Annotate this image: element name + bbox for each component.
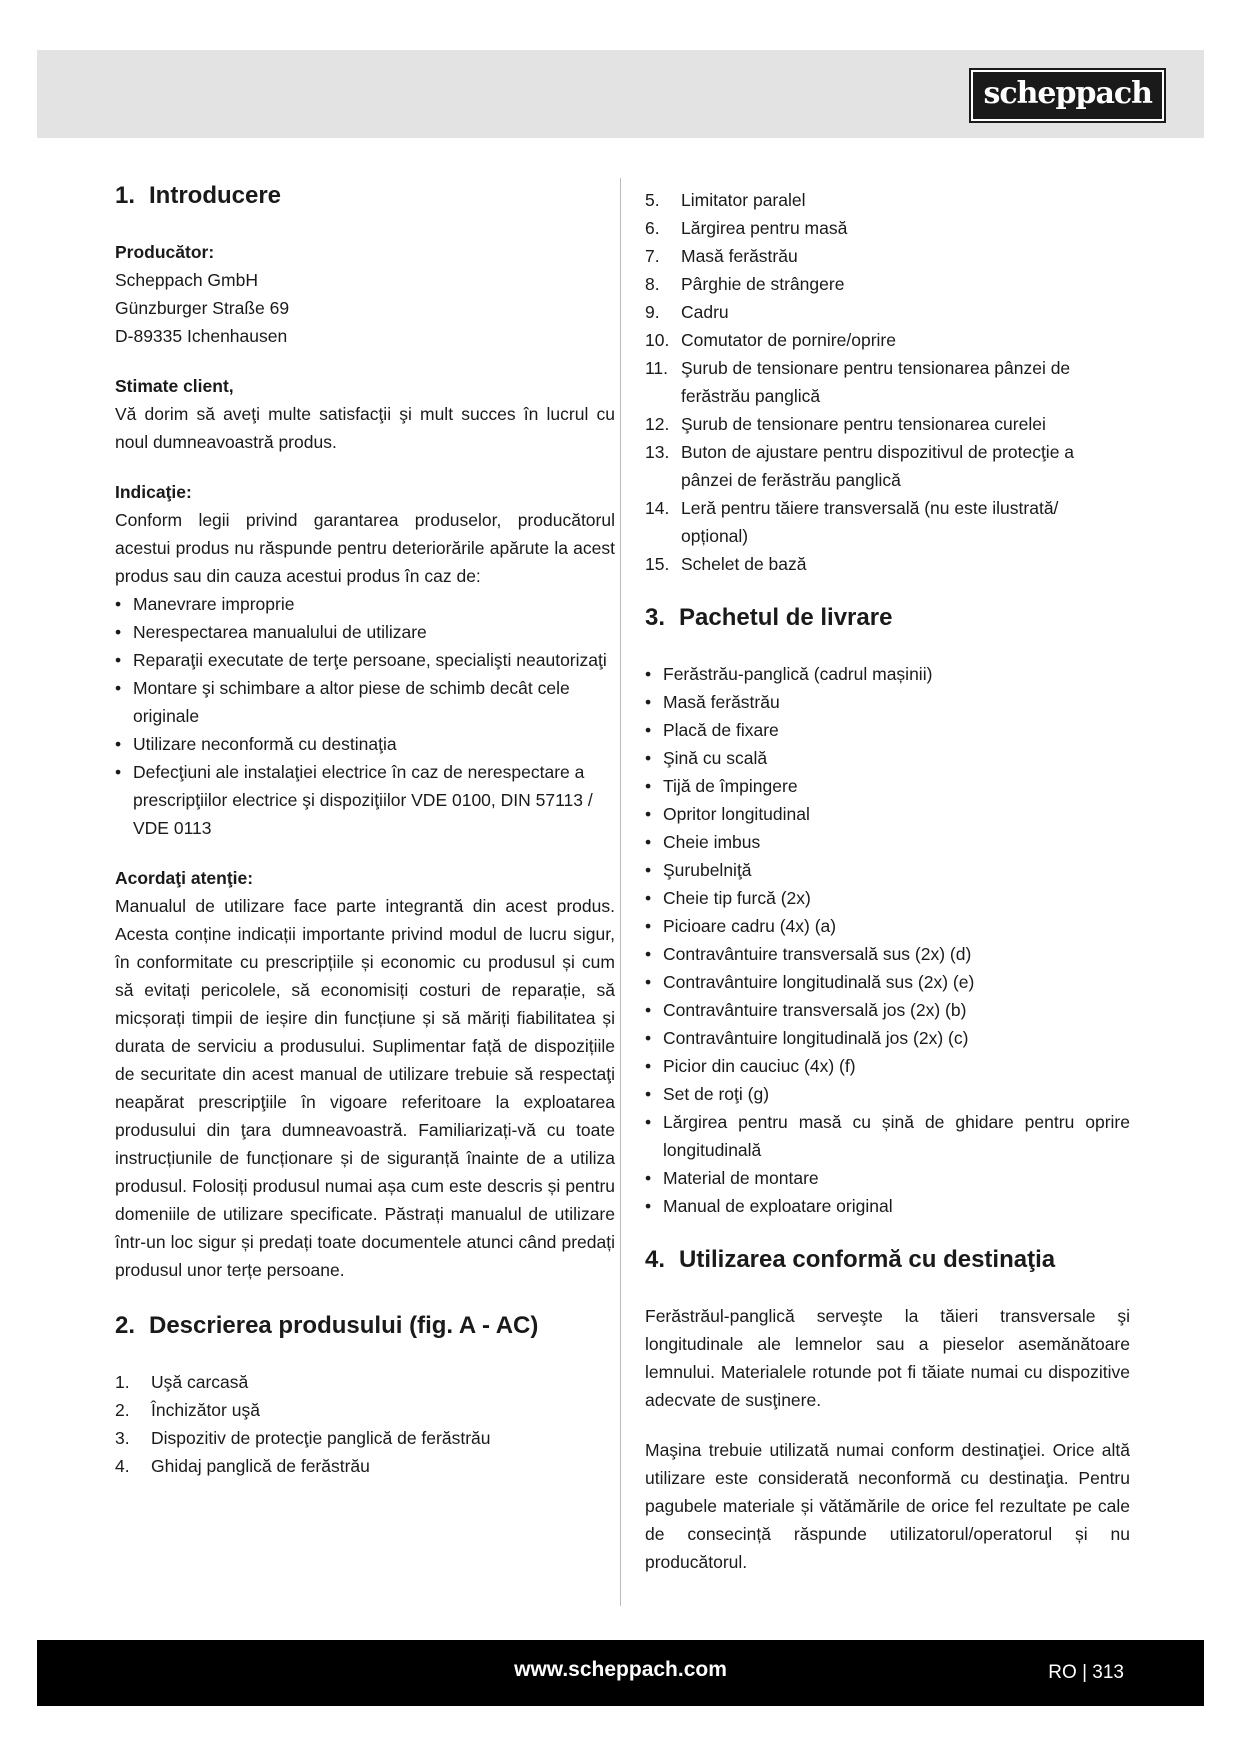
list-item: • Montare şi schimbare a altor piese de schimb decât cele originale (115, 674, 615, 730)
column-divider (620, 178, 621, 1606)
list-item: • Placă de fixare (645, 716, 1130, 744)
list-item: • Set de roţi (g) (645, 1080, 1130, 1108)
greeting-label: Stimate client, (115, 376, 234, 396)
attention-label: Acordaţi atenţie: (115, 868, 254, 888)
list-item: 3. Dispozitiv de protecţie panglică de ferăstrău (115, 1428, 491, 1448)
list-item: 2. Închizător uşă (115, 1400, 260, 1420)
section-1-heading: 1. Introducere (115, 182, 282, 209)
page-header (37, 50, 1204, 138)
list-item: • Contravântuire transversală jos (2x) (b) (645, 996, 1130, 1024)
delivery-list (645, 660, 1130, 1220)
right-column (645, 186, 1130, 1576)
list-item: 14. Leră pentru tăiere transversală (nu este ilustrată/ opțional) (645, 498, 1059, 546)
list-item: • Şină cu scală (645, 744, 1130, 772)
manufacturer-line: D-89335 Ichenhausen (115, 326, 288, 346)
list-item: 4. Ghidaj panglică de ferăstrău (115, 1456, 370, 1476)
list-item: 7. Masă ferăstrău (645, 246, 798, 266)
greeting-text: Vă dorim să aveţi multe satisfacţii şi mult succes în lucrul cu noul dumneavoastră produs. (115, 404, 615, 452)
list-item: • Cheie tip furcă (2x) (645, 884, 1130, 912)
list-item: • Reparaţii executate de terţe persoane, specialişti neautorizaţi (115, 646, 615, 674)
list-item: • Şurubelniţă (645, 856, 1130, 884)
list-item: • Ferăstrău-panglică (cadrul mașinii) (645, 660, 1130, 688)
product-parts-list (115, 1368, 615, 1480)
list-item: • Material de montare (645, 1164, 1130, 1192)
section-4-heading: 4. Utilizarea conformă cu destinaţia (645, 1246, 1056, 1273)
list-item: • Lărgirea pentru masă cu șină de ghidare pentru oprire longitudinală (645, 1108, 1130, 1164)
scheppach-logo: scheppach (971, 70, 1164, 121)
list-item: 8. Pârghie de strângere (645, 274, 845, 294)
list-item: 12. Şurub de tensionare pentru tensionarea curelei (645, 414, 1046, 434)
note-label: Indicaţie: (115, 482, 192, 502)
list-item: • Contravântuire longitudinală sus (2x) (e) (645, 968, 1130, 996)
manufacturer-line: Scheppach GmbH (115, 270, 258, 290)
list-item: • Tijă de împingere (645, 772, 1130, 800)
product-parts-list-continued (645, 186, 1130, 578)
list-item: 10. Comutator de pornire/oprire (645, 330, 896, 350)
section-3-heading: 3. Pachetul de livrare (645, 604, 893, 631)
list-item: 9. Cadru (645, 302, 729, 322)
list-item: • Utilizare neconformă cu destinaţia (115, 730, 615, 758)
website-link[interactable]: www.scheppach.com (514, 1658, 727, 1681)
list-item: • Nerespectarea manualului de utilizare (115, 618, 615, 646)
list-item: 11. Şurub de tensionare pentru tensionarea pânzei de ferăstrău panglică (645, 358, 1071, 406)
manufacturer-line: Günzburger Straße 69 (115, 298, 290, 318)
page-number: RO | 313 (1048, 1662, 1124, 1683)
note-text: Conform legii privind garantarea produselor, producătorul acestui produs nu răspunde pentru deteriorările apărute la acest produs sau din cauza acestui produs în caz de: (115, 510, 615, 586)
list-item: • Defecţiuni ale instalaţiei electrice în caz de nerespectare a prescripţiilor electrice şi dispoziţiilor VDE 0100, DIN 57113 / VDE 0113 (115, 758, 615, 842)
list-item: • Picioare cadru (4x) (a) (645, 912, 1130, 940)
page-footer (37, 1640, 1204, 1706)
list-item: • Contravântuire transversală sus (2x) (d) (645, 940, 1130, 968)
intended-use-paragraph-2: Maşina trebuie utilizată numai conform destinaţiei. Orice altă utilizare este considerată neconformă cu destinaţia. Pentru pagubele materiale și vătămările de orice fel rezultate pe cale de consecință răspunde utilizatorul/operatorul și nu producătorul. (645, 1440, 1130, 1572)
list-item: 1. Uşă carcasă (115, 1372, 249, 1392)
list-item: • Manevrare improprie (115, 590, 615, 618)
section-2-heading: 2. Descrierea produsului (fig. A - AC) (115, 1312, 539, 1339)
list-item: 15. Schelet de bază (645, 554, 807, 574)
attention-text: Manualul de utilizare face parte integrantă din acest produs. Acesta conține indicații importante privind modul de lucru sigur, în conformitate cu prescripțiile și economic cu produsul și cum să evitați pericolele, să economisiți costuri de reparație, să micșorați timpii de ieșire din funcțiune și să măriți fiabilitatea și durata de serviciu a produsului. Suplimentar față de dispozițiile de securitate din acest manual de utilizare trebuie să respectaţi neapărat prescripţiile în vigoare referitoare la exploatarea produsului din ţara dumneavoastră. Familiarizați-vă cu toate instrucțiunile de funcționare și de siguranță înainte de a utiliza produsul. Folosiți produsul numai așa cum este descris și pentru domeniile de utilizare specificate. Păstrați manualul de utilizare într-un loc sigur și predați toate documentele atunci când predați produsul unor terțe persoane. (115, 896, 615, 1280)
list-item: • Contravântuire longitudinală jos (2x) (c) (645, 1024, 1130, 1052)
left-column (115, 180, 615, 1480)
list-item: • Manual de exploatare original (645, 1192, 1130, 1220)
intended-use-paragraph-1: Ferăstrăul-panglică serveşte la tăieri transversale şi longitudinale ale lemnelor sau a pieselor asemănătoare lemnului. Materialele rotunde pot fi tăiate numai cu dispozitive adecvate de susţinere. (645, 1306, 1130, 1410)
list-item: 5. Limitator paralel (645, 190, 806, 210)
list-item: 13. Buton de ajustare pentru dispozitivul de protecţie a pânzei de ferăstrău panglică (645, 442, 1075, 490)
list-item: • Opritor longitudinal (645, 800, 1130, 828)
list-item: 6. Lărgirea pentru masă (645, 218, 848, 238)
list-item: • Cheie imbus (645, 828, 1130, 856)
note-list (115, 590, 615, 842)
manufacturer-label: Producător: (115, 242, 215, 262)
list-item: • Masă ferăstrău (645, 688, 1130, 716)
list-item: • Picior din cauciuc (4x) (f) (645, 1052, 1130, 1080)
